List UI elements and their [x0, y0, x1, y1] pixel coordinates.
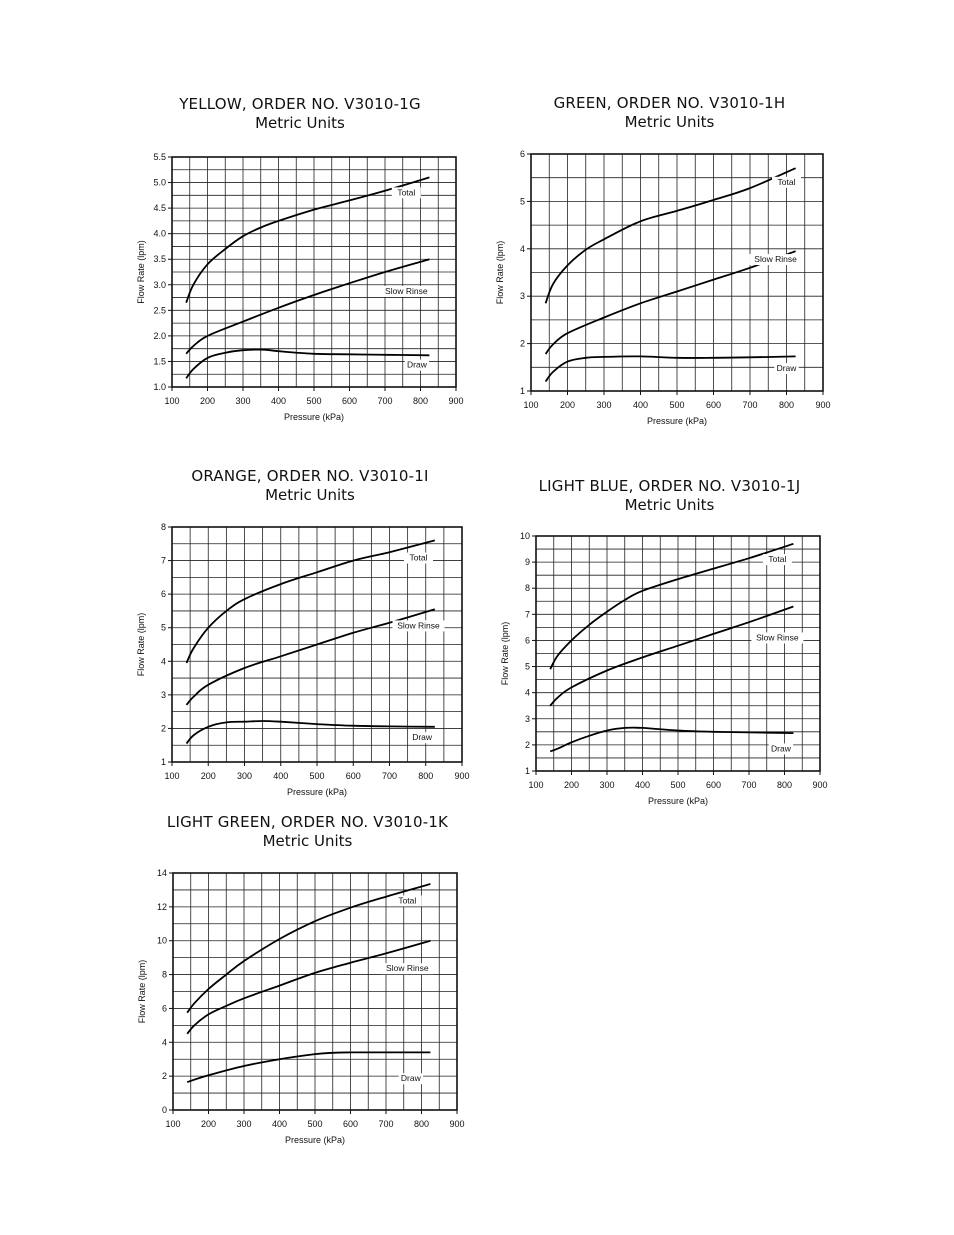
y-tick-label: 2 — [160, 723, 166, 734]
x-tick-label: 300 — [236, 771, 253, 781]
chart-title: GREEN, ORDER NO. V3010-1H — [553, 94, 786, 112]
x-tick-label: 600 — [345, 771, 361, 781]
x-tick-label: 500 — [306, 396, 322, 406]
y-tick-label: 5 — [160, 622, 166, 633]
chart-subtitle: Metric Units — [624, 496, 715, 514]
y-tick-label: 4 — [160, 656, 166, 667]
y-tick-label: 4 — [524, 687, 530, 698]
grid — [536, 536, 820, 771]
x-tick-label: 100 — [165, 1119, 181, 1129]
y-tick-label: 1 — [160, 757, 166, 767]
x-tick-label: 800 — [418, 771, 434, 781]
x-tick-label: 300 — [596, 400, 612, 410]
x-axis-label: Pressure (kPa) — [283, 412, 345, 422]
series-line-draw — [187, 721, 435, 744]
y-axis-label: Flow Rate (lpm) — [500, 621, 510, 686]
y-tick-label: 2 — [519, 338, 525, 349]
y-tick-label: 6 — [519, 149, 525, 159]
series-label: Draw — [407, 359, 427, 370]
series-line-slow-rinse — [187, 941, 430, 1034]
x-tick-label: 100 — [164, 771, 180, 781]
y-tick-label: 3 — [160, 689, 166, 700]
x-tick-label: 300 — [235, 396, 251, 406]
y-tick-label: 3.0 — [153, 279, 166, 290]
x-tick-label: 100 — [164, 396, 180, 406]
x-tick-label: 500 — [669, 400, 685, 410]
x-tick-label: 900 — [812, 780, 828, 790]
y-tick-label: 10 — [156, 935, 167, 946]
series-label: Total — [768, 554, 787, 565]
x-tick-label: 600 — [705, 400, 722, 410]
series-line-slow-rinse — [186, 259, 429, 354]
series-line-total — [546, 168, 796, 303]
x-tick-label: 700 — [741, 780, 757, 790]
y-tick-label: 4.5 — [153, 203, 166, 214]
plot-area — [135, 813, 480, 1153]
chart-title: ORANGE, ORDER NO. V3010-1I — [191, 467, 429, 485]
y-tick-label: 8 — [160, 522, 166, 532]
y-tick-label: 10 — [519, 531, 530, 541]
x-tick-label: 400 — [273, 771, 289, 781]
series-label: Draw — [412, 732, 433, 743]
y-tick-label: 2.5 — [153, 305, 166, 316]
y-tick-label: 2 — [161, 1071, 167, 1082]
x-tick-label: 800 — [412, 396, 429, 406]
chart-subtitle: Metric Units — [262, 832, 353, 850]
y-axis-label: Flow Rate (lpm) — [137, 959, 147, 1024]
series-label: Draw — [776, 363, 797, 374]
x-tick-label: 800 — [776, 780, 793, 790]
x-tick-label: 200 — [559, 400, 576, 410]
x-tick-label: 800 — [778, 400, 795, 410]
series-line-draw — [546, 356, 796, 381]
y-tick-label: 5.0 — [153, 177, 166, 188]
x-tick-label: 400 — [271, 1119, 288, 1129]
x-tick-label: 900 — [449, 1119, 465, 1129]
chart-subtitle: Metric Units — [624, 113, 715, 131]
x-tick-label: 400 — [634, 780, 651, 790]
y-tick-label: 2 — [524, 739, 530, 750]
x-tick-label: 500 — [307, 1119, 323, 1129]
y-tick-label: 1 — [524, 766, 530, 776]
series-label: Total — [409, 552, 428, 563]
y-tick-label: 7 — [160, 555, 166, 566]
series-label: Slow Rinse — [756, 632, 799, 643]
series-line-draw — [187, 1052, 430, 1082]
x-tick-label: 900 — [454, 771, 470, 781]
y-axis-label: Flow Rate (lpm) — [136, 612, 146, 677]
y-tick-label: 1 — [519, 386, 525, 396]
series-label: Slow Rinse — [397, 620, 440, 631]
x-tick-label: 900 — [815, 400, 831, 410]
y-tick-label: 3 — [519, 291, 525, 302]
y-tick-label: 8 — [524, 583, 530, 594]
y-tick-label: 2.0 — [153, 330, 166, 341]
x-tick-label: 600 — [342, 1119, 359, 1129]
series-label: Slow Rinse — [754, 254, 797, 265]
chart-yellow — [130, 95, 470, 430]
y-tick-label: 6 — [524, 635, 530, 646]
y-tick-label: 0 — [161, 1105, 167, 1115]
x-tick-label: 100 — [528, 780, 544, 790]
series-label: Total — [397, 187, 416, 198]
x-axis-label: Pressure (kPa) — [284, 1135, 346, 1145]
series-line-draw — [550, 728, 793, 752]
series-label: Slow Rinse — [385, 285, 428, 296]
y-tick-label: 1.5 — [153, 356, 166, 367]
x-tick-label: 700 — [378, 1119, 394, 1129]
x-tick-label: 600 — [341, 396, 358, 406]
x-tick-label: 700 — [381, 771, 398, 781]
series-label: Slow Rinse — [386, 963, 429, 974]
y-tick-label: 4 — [519, 243, 525, 254]
chart-light-green — [135, 813, 480, 1153]
y-tick-label: 9 — [524, 557, 530, 568]
chart-subtitle: Metric Units — [255, 114, 345, 132]
x-tick-label: 700 — [742, 400, 758, 410]
x-tick-label: 300 — [236, 1119, 252, 1129]
y-tick-label: 4.0 — [153, 228, 166, 239]
x-axis-label: Pressure (kPa) — [286, 787, 348, 797]
x-tick-label: 300 — [599, 780, 615, 790]
plot-area — [497, 477, 842, 812]
plot-area — [136, 467, 480, 802]
grid — [531, 154, 823, 391]
x-tick-label: 600 — [705, 780, 722, 790]
y-tick-label: 4 — [161, 1037, 167, 1048]
series-label: Draw — [771, 743, 791, 754]
chart-green — [497, 94, 842, 434]
plot-area — [497, 94, 842, 434]
series-label: Total — [777, 176, 796, 187]
chart-orange — [136, 467, 480, 802]
x-tick-label: 200 — [199, 396, 216, 406]
y-tick-label: 5 — [519, 196, 525, 207]
y-tick-label: 7 — [524, 609, 530, 620]
x-tick-label: 200 — [200, 1119, 217, 1129]
series-line-slow-rinse — [550, 607, 793, 706]
y-tick-label: 3 — [524, 713, 530, 724]
x-axis-label: Pressure (kPa) — [646, 416, 708, 426]
series-line-slow-rinse — [546, 251, 796, 354]
chart-subtitle: Metric Units — [265, 486, 355, 504]
series-label: Draw — [400, 1073, 421, 1084]
x-tick-label: 400 — [632, 400, 649, 410]
y-tick-label: 8 — [161, 969, 167, 980]
series-line-total — [550, 544, 793, 669]
x-tick-label: 900 — [448, 396, 464, 406]
x-tick-label: 200 — [563, 780, 580, 790]
y-axis-label: Flow Rate (lpm) — [136, 240, 146, 304]
chart-title: LIGHT GREEN, ORDER NO. V3010-1K — [166, 813, 449, 831]
x-axis-label: Pressure (kPa) — [647, 796, 709, 806]
chart-title: LIGHT BLUE, ORDER NO. V3010-1J — [538, 477, 801, 495]
plot-area — [130, 95, 470, 430]
y-axis-label: Flow Rate (lpm) — [495, 240, 505, 305]
x-tick-label: 500 — [309, 771, 325, 781]
y-tick-label: 5.5 — [153, 152, 166, 162]
y-tick-label: 3.5 — [153, 254, 166, 265]
y-tick-label: 1.0 — [153, 382, 166, 392]
y-tick-label: 6 — [161, 1003, 167, 1014]
x-tick-label: 700 — [377, 396, 393, 406]
x-tick-label: 100 — [523, 400, 539, 410]
y-tick-label: 14 — [156, 868, 167, 878]
x-tick-label: 800 — [413, 1119, 430, 1129]
x-tick-label: 500 — [670, 780, 686, 790]
y-tick-label: 5 — [524, 661, 530, 672]
y-tick-label: 12 — [156, 901, 167, 912]
chart-light-blue — [497, 477, 842, 812]
x-tick-label: 200 — [200, 771, 216, 781]
x-tick-label: 400 — [270, 396, 287, 406]
series-label: Total — [398, 895, 417, 906]
y-tick-label: 6 — [160, 589, 166, 600]
chart-title: YELLOW, ORDER NO. V3010-1G — [179, 95, 421, 113]
